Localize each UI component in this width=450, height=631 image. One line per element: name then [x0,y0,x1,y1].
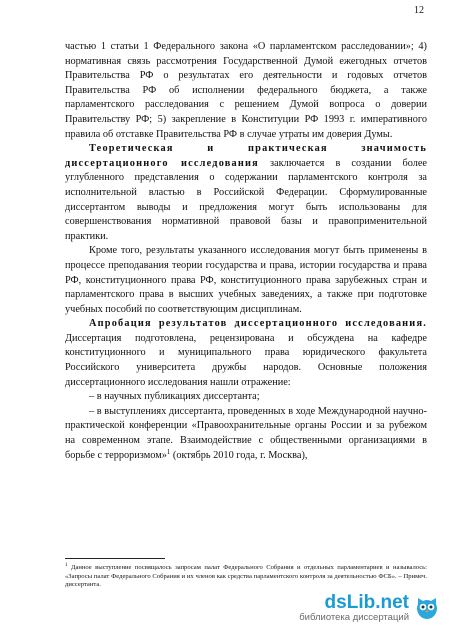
footnote-reference[interactable]: 1 [166,447,171,456]
paragraph-text: (октябрь 2010 года, г. Москва), [170,449,308,461]
watermark-logo: dsLib.net [324,592,409,613]
paragraph-text: заключается в создании более углубленного представления о содержании парламентского контроля за исполнительной властью в Российской Федерации. Сформулированные диссертантом выводы и предложения могут быть использованы для совершенствования нормативной правовой базы и правоприменительной практики. [65,157,427,242]
paragraph-text: Диссертация подготовлена, рецензирована и обсуждена на кафедре конституционного и муниципального права юридического факультета Российского университета дружбы народов. Основные положения диссертационного исследования нашли отражение: [65,332,427,388]
owl-icon [414,595,440,621]
footnote-divider [65,558,165,559]
paragraph [65,142,427,244]
footnote [65,564,427,590]
list-item [65,405,427,463]
footnote-marker: 1 [65,563,68,568]
page-number: 12 [414,5,424,16]
watermark-text [299,593,409,623]
section-heading: Теоретическая и практическая значимость диссертационного исследования [65,143,427,169]
paragraph: Кроме того, результаты указанного исследования могут быть применены в процессе преподавания теории государства и права, истории государства и права РФ, конституционного права РФ, конституционного права зарубежных стран и парламентского права в высших учебных заведениях, а также при подготовке учебных пособий по соответствующим дисциплинам. [65,245,427,315]
document-body [65,40,427,463]
footnote-text: Данное выступление посвящалось запросам палат Федерального Собрания и отдельных парламентариев и называлось: «Запросы палат Федерального Собрания и их членов как средства парламентского контроля за деятельностью ФСБ». – Примеч. диссертанта. [65,564,427,589]
watermark-subtitle: библиотека диссертаций [299,612,409,623]
paragraph-text: – в выступлениях диссертанта, проведенных в ходе Международной научно-практической конференции «Правоохранительные органы России и за рубежом на современном этапе. Взаимодействие с общественными организациями в борьбе с терроризмом» [65,405,427,461]
section-heading: Апробация результатов диссертационного исследования. [89,318,427,330]
site-watermark[interactable] [299,593,440,623]
list-item: – в научных публикациях диссертанта; [89,391,260,403]
paragraph [65,317,427,390]
paragraph: частью 1 статьи 1 Федерального закона «О парламентском расследовании»; 4) нормативная связь рассмотрения Государственной Думой ежегодных отчетов Правительства РФ о результатах его деятельности и годовых отчетов Правительства РФ об исполнении федерального бюджета, а также парламентского расследования с решением Думой вопроса о доверии Правительству РФ; 5) закрепление в Конституции РФ 1993 г. императивного правила об отставке Правительства РФ в случае утраты им доверия Думы. [65,41,427,140]
